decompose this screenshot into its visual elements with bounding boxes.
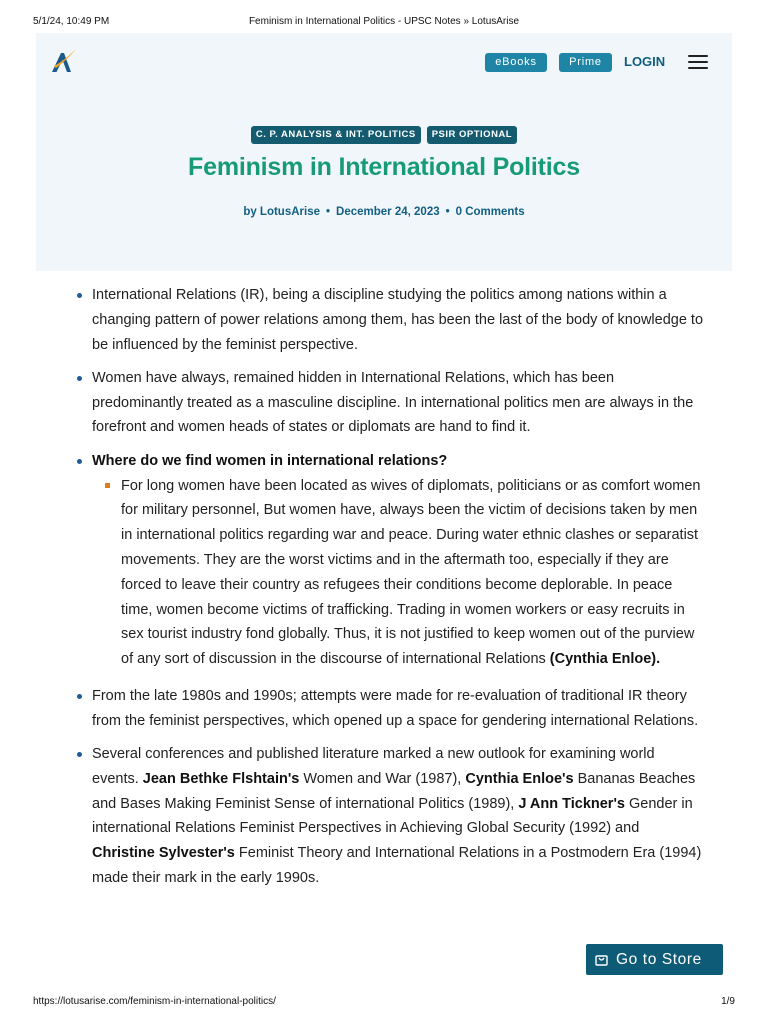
list-item-text: Several conferences and published literature marked a new outlook for examining world events. — [92, 746, 655, 787]
book-title-text: Feminist Theory and International Relations in a Postmodern Era (1994) made their mark in the early 1990s. — [92, 845, 702, 887]
list-item — [74, 366, 704, 440]
post-meta — [36, 206, 732, 218]
list-item — [74, 283, 704, 357]
lotusarise-logo-icon[interactable] — [50, 47, 78, 75]
sub-list — [92, 474, 704, 672]
author-name: Cynthia Enloe's — [465, 770, 574, 787]
login-link[interactable]: LOGIN — [624, 54, 666, 69]
prime-button[interactable]: Prime — [559, 53, 612, 72]
list-item-text: From the late 1980s and 1990s; attempts were made for re-evaluation of traditional IR theory from the feminist perspectives, which opened up a space for gendering international Relations. — [92, 687, 699, 729]
list-item — [74, 449, 704, 672]
citation: (Cynthia Enloe). — [549, 651, 661, 668]
category-tags — [36, 126, 732, 144]
print-footer — [33, 996, 735, 1010]
shopping-bag-icon — [595, 953, 608, 966]
list-item-heading: Where do we find women in international relations? — [92, 452, 448, 469]
list-item-text: Women have always, remained hidden in International Relations, which has been predominantly treated as a masculine discipline. In international politics men are always in the forefront and women heads of states or diplomats are hand to find it. — [92, 369, 694, 436]
meta-separator: • — [445, 206, 450, 218]
ebooks-button[interactable]: eBooks — [485, 53, 547, 72]
author-link[interactable]: by LotusArise — [243, 206, 320, 218]
post-date[interactable]: December 24, 2023 — [336, 206, 440, 218]
author-name: Jean Bethke Flshtain's — [142, 770, 300, 787]
post-header — [36, 33, 732, 271]
go-to-store-button[interactable] — [586, 944, 723, 975]
bullet-list — [74, 283, 704, 891]
book-title-text: Bananas Beaches and Bases Making Feminist Sense of international Politics (1989), — [92, 770, 696, 812]
category-tag[interactable]: C. P. ANALYSIS & INT. POLITICS — [251, 126, 421, 144]
comments-link[interactable]: 0 Comments — [455, 206, 525, 218]
print-doc-title: Feminism in International Politics - UPSC Notes » LotusArise — [248, 16, 520, 27]
list-item — [74, 742, 704, 891]
page-title: Feminism in International Politics — [188, 153, 580, 181]
list-item-text: International Relations (IR), being a discipline studying the politics among nations within a changing pattern of power relations among them, has been the last of the body of knowledge to be influenced by the feminist perspective. — [92, 287, 704, 353]
meta-separator: • — [326, 206, 331, 218]
category-tag[interactable]: PSIR OPTIONAL — [427, 126, 517, 144]
go-to-store-label: Go to Store — [616, 951, 702, 968]
print-datetime: 5/1/24, 10:49 PM — [33, 16, 110, 27]
book-title-text: Women and War (1987), — [299, 770, 466, 787]
sub-list-item — [92, 474, 704, 672]
book-title-text: Gender in international Relations Feminist Perspectives in Achieving Global Security (1992) and — [92, 795, 693, 837]
sub-list-item-text: For long women have been located as wives of diplomats, politicians or as comfort women for military personnel, But women have, always been the victim of decisions taken by men in international politics regarding war and peace. During water ethnic clashes or separatist movements. They are the worst victims and in the aftermath too, especially if they are forced to leave their country as refugees their conditions become deplorable. In peace time, women become victims of trafficking. Trading in women workers or easy recruits in sex tourist industry fond globally. Thus, it is not justified to keep women out of the purview of any sort of discussion in the discourse of international Relations — [121, 477, 701, 668]
page-number: 1/9 — [721, 996, 735, 1007]
print-url: https://lotusarise.com/feminism-in-international-politics/ — [33, 996, 276, 1007]
print-header — [33, 16, 735, 30]
list-item — [74, 684, 704, 734]
author-name: J Ann Tickner's — [518, 795, 625, 812]
hamburger-menu-icon[interactable] — [688, 54, 708, 70]
article-body — [74, 283, 704, 899]
author-name: Christine Sylvester's — [92, 845, 235, 862]
